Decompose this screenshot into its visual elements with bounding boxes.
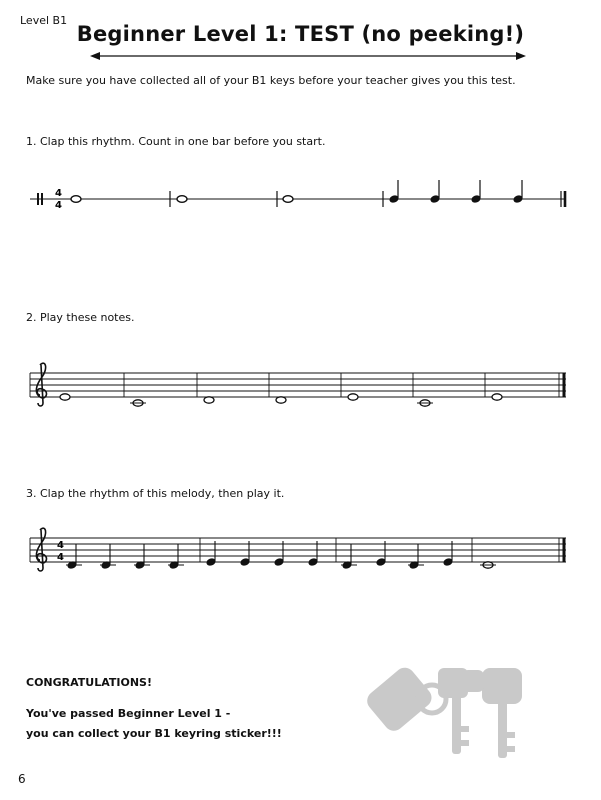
rhythm-line	[30, 180, 566, 211]
page-number: 6	[18, 772, 26, 786]
question-3-label: 3. Clap the rhythm of this melody, then play it.	[26, 487, 285, 500]
question-2-label: 2. Play these notes.	[26, 311, 135, 324]
staff-2	[30, 363, 566, 406]
congratulations-heading: CONGRATULATIONS!	[26, 676, 152, 689]
svg-text:4: 4	[55, 200, 62, 211]
page-title: Beginner Level 1: TEST (no peeking!)	[76, 22, 525, 46]
intro-text: Make sure you have collected all of your B1 keys before your teacher gives you this test.	[26, 74, 516, 87]
staff-3	[30, 528, 566, 571]
question-1-label: 1. Clap this rhythm. Count in one bar before you start.	[26, 135, 326, 148]
level-label: Level B1	[20, 14, 68, 27]
passed-line-1: You've passed Beginner Level 1 -	[26, 707, 231, 720]
passed-line-2: you can collect your B1 keyring sticker!!!	[26, 727, 282, 740]
svg-text:4: 4	[55, 188, 62, 199]
svg-text:4: 4	[57, 540, 64, 551]
svg-text:4: 4	[57, 552, 64, 563]
